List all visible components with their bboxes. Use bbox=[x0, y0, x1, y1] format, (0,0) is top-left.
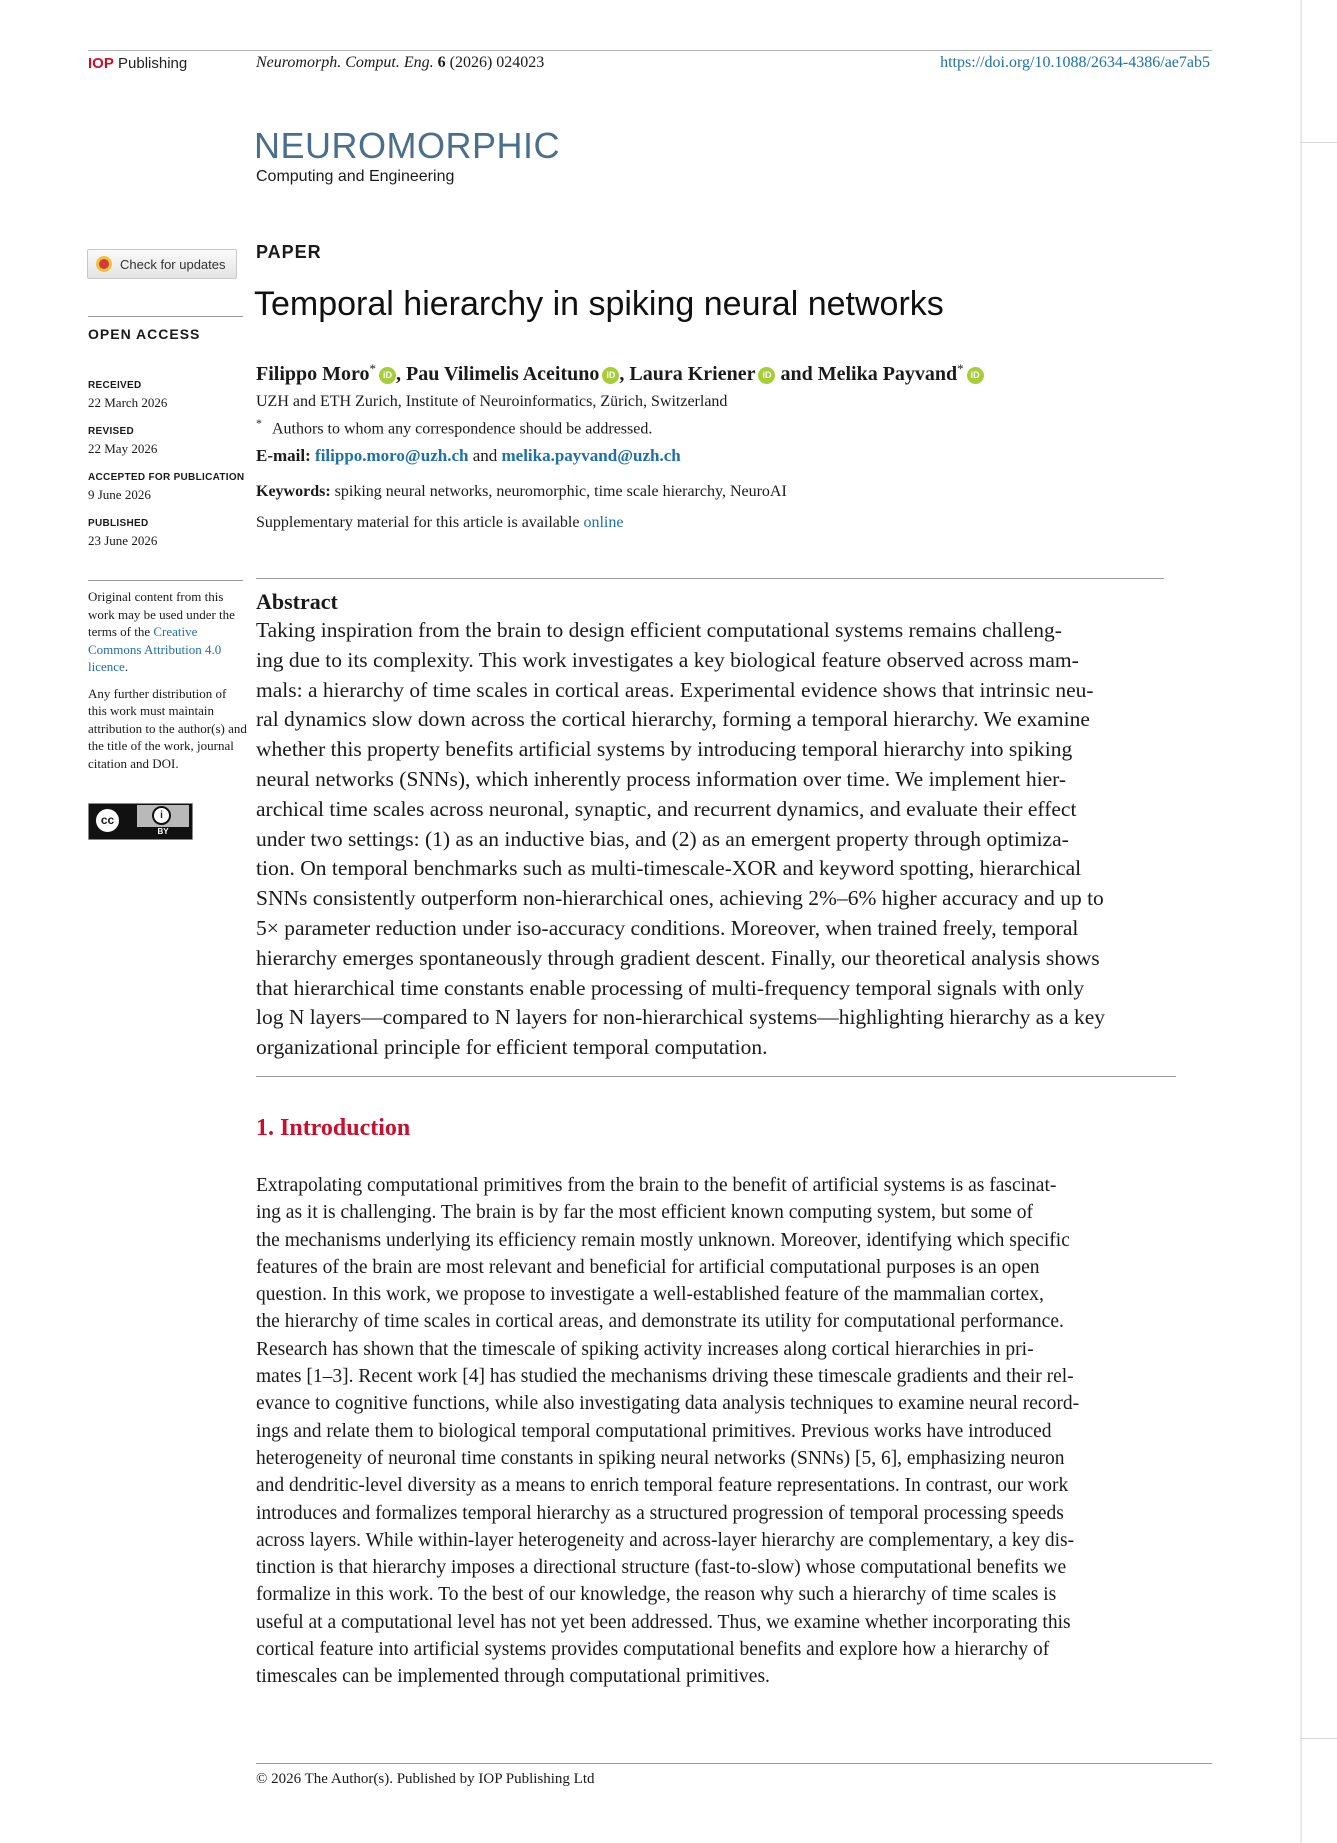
affiliation: UZH and ETH Zurich, Institute of Neuroinformatics, Zürich, Switzerland bbox=[256, 393, 728, 410]
journal-logo-main: NEUROMORPHIC bbox=[254, 125, 561, 166]
cc-by-badge-icon[interactable] bbox=[88, 803, 193, 840]
introduction-line: useful at a computational level has not yet been addressed. Thus, we examine whether incorporating this bbox=[256, 1611, 1071, 1633]
abstract-line: log N layers—compared to N layers for non-hierarchical systems—highlighting hierarchy as a key bbox=[256, 1005, 1105, 1030]
publisher-word: Publishing bbox=[118, 55, 188, 72]
introduction-line: evance to cognitive functions, while also investigating data analysis techniques to examine neural record- bbox=[256, 1393, 1080, 1415]
crossmark-icon bbox=[96, 256, 112, 272]
supplementary-link[interactable]: online bbox=[583, 514, 624, 531]
date-value-received: 22 March 2026 bbox=[88, 395, 168, 410]
article-title: Temporal hierarchy in spiking neural networks bbox=[254, 285, 944, 323]
journal-name: Neuromorph. Comput. Eng. bbox=[256, 54, 434, 71]
introduction-line: across layers. While within-layer heterogeneity and across-layer hierarchy are complementary, a key dis- bbox=[256, 1529, 1075, 1551]
cc-attribution-area bbox=[137, 805, 189, 827]
introduction-line: ing as it is challenging. The brain is by far the most efficient known computing system, but some of bbox=[256, 1202, 1033, 1224]
check-for-updates-label: Check for updates bbox=[120, 256, 226, 272]
abstract-body bbox=[256, 616, 1212, 1063]
supplementary-line: Supplementary material for this article is available online bbox=[256, 514, 624, 531]
abstract-line: that hierarchical time constants enable processing of multi-frequency temporal signals with only bbox=[256, 975, 1085, 1000]
date-label-revised: REVISED bbox=[88, 426, 135, 437]
introduction-line: and dendritic-level diversity as a means to enrich temporal feature representations. In contrast, our work bbox=[256, 1475, 1069, 1497]
journal-year-issue: (2026) 024023 bbox=[449, 54, 545, 71]
orcid-icon[interactable]: iD bbox=[758, 367, 775, 384]
publisher-logo bbox=[88, 55, 187, 72]
date-label-received: RECEIVED bbox=[88, 380, 142, 391]
introduction-line: features of the brain are most relevant and beneficial for artificial computational purposes is an open bbox=[256, 1256, 1040, 1278]
date-label-accepted: ACCEPTED FOR PUBLICATION bbox=[88, 472, 245, 483]
introduction-line: the hierarchy of time scales in cortical areas, and demonstrate its utility for computational performance. bbox=[256, 1311, 1064, 1333]
orcid-icon[interactable]: iD bbox=[602, 367, 619, 384]
attribution-paragraph: Any further distribution of this work must maintain attribution to the author(s) and the title of the work, journal citation and DOI. bbox=[88, 685, 247, 771]
sidebar-rule bbox=[88, 580, 243, 581]
abstract-heading: Abstract bbox=[256, 589, 338, 614]
author-separator: and bbox=[775, 363, 818, 385]
abstract-line: archical time scales across neuronal, synaptic, and recurrent dynamics, and evaluate their effect bbox=[256, 796, 1077, 821]
open-access-label: OPEN ACCESS bbox=[88, 326, 201, 342]
footer-rule bbox=[256, 1763, 1212, 1764]
cc-licence-link[interactable]: Creative Commons Attribution 4.0 licence bbox=[88, 624, 222, 674]
author-name[interactable]: Melika Payvand bbox=[817, 363, 958, 385]
abstract-line: Taking inspiration from the brain to design efficient computational systems remains challeng- bbox=[256, 618, 1062, 642]
journal-logo-sub: Computing and Engineering bbox=[256, 168, 455, 185]
introduction-line: Extrapolating computational primitives from the brain to the benefit of artificial systems is as fascinat- bbox=[256, 1175, 1057, 1196]
introduction-line: timescales can be implemented through computational primitives. bbox=[256, 1666, 770, 1688]
page-edge-tick bbox=[1300, 1738, 1337, 1739]
doi-link[interactable]: https://doi.org/10.1088/2634-4386/ae7ab5 bbox=[940, 54, 1210, 71]
keywords-line bbox=[256, 483, 787, 501]
introduction-line: formalize in this work. To the best of our knowledge, the reason why such a hierarchy of time scales is bbox=[256, 1584, 1057, 1606]
cc-icon: cc bbox=[94, 807, 121, 834]
abstract-top-rule bbox=[256, 578, 1164, 579]
date-value-published: 23 June 2026 bbox=[88, 533, 158, 548]
author-name[interactable]: Laura Kriener bbox=[629, 363, 756, 385]
introduction-line: question. In this work, we propose to investigate a well-established feature of the mammalian cortex, bbox=[256, 1284, 1044, 1306]
journal-volume: 6 bbox=[437, 54, 446, 71]
author-name[interactable]: Filippo Moro bbox=[256, 363, 370, 385]
abstract-line: tion. On temporal benchmarks such as multi-timescale-XOR and keyword spotting, hierarchical bbox=[256, 856, 1082, 881]
introduction-body bbox=[256, 1172, 1212, 1691]
license-notice bbox=[88, 588, 248, 781]
keywords-label: Keywords: bbox=[256, 483, 331, 500]
orcid-icon[interactable]: iD bbox=[379, 367, 396, 384]
abstract-line: hierarchy emerges spontaneously through gradient descent. Finally, our theoretical analysis shows bbox=[256, 945, 1100, 970]
section-heading-introduction: 1. Introduction bbox=[256, 1115, 411, 1141]
introduction-line: heterogeneity of neuronal time constants in spiking neural networks (SNNs) [5, 6], emphasizing neuron bbox=[256, 1447, 1065, 1469]
corresponding-mark: * bbox=[957, 361, 964, 376]
abstract-line: SNNs consistently outperform non-hierarchical ones, achieving 2%–6% higher accuracy and up to bbox=[256, 886, 1104, 911]
introduction-line: Research has shown that the timescale of spiking activity increases along cortical hierarchies in pri- bbox=[256, 1338, 1034, 1360]
date-label-published: PUBLISHED bbox=[88, 518, 149, 529]
abstract-bottom-rule bbox=[256, 1076, 1176, 1077]
abstract-line: ral dynamics slow down across the cortical hierarchy, forming a temporal hierarchy. We examine bbox=[256, 707, 1090, 732]
author-separator: , bbox=[396, 363, 407, 385]
email-link-moro[interactable]: filippo.moro@uzh.ch bbox=[315, 446, 469, 465]
date-value-accepted: 9 June 2026 bbox=[88, 487, 151, 502]
author-list bbox=[256, 361, 984, 386]
introduction-line: mates [1–3]. Recent work [4] has studied the mechanisms driving these timescale gradients and their rel- bbox=[256, 1366, 1074, 1388]
check-for-updates-button[interactable] bbox=[87, 249, 237, 279]
abstract-line: under two settings: (1) as an inductive bias, and (2) as an emergent property through optimiza- bbox=[256, 826, 1069, 851]
license-paragraph: Original content from this work may be used under the terms of the Creative Commons Attribution 4.0 licence. bbox=[88, 589, 235, 674]
abstract-line: 5× parameter reduction under iso-accuracy conditions. Moreover, when trained freely, temporal bbox=[256, 915, 1079, 940]
corresponding-mark: * bbox=[369, 361, 377, 376]
introduction-line: cortical feature into artificial systems provides computational benefits and explore how a hierarchy of bbox=[256, 1639, 1050, 1661]
abstract-line: whether this property benefits artificial systems by introducing temporal hierarchy into spiking bbox=[256, 737, 1073, 762]
abstract-line: mals: a hierarchy of time scales in cortical areas. Experimental evidence shows that intrinsic neu- bbox=[256, 677, 1094, 702]
keywords-text: spiking neural networks, neuromorphic, time scale hierarchy, NeuroAI bbox=[330, 483, 787, 500]
email-label: E-mail: bbox=[256, 446, 311, 465]
email-link-payvand[interactable]: melika.payvand@uzh.ch bbox=[501, 446, 681, 465]
sidebar-rule bbox=[88, 316, 243, 317]
header-rule bbox=[88, 50, 1212, 51]
page-edge-tick bbox=[1300, 142, 1337, 143]
abstract-line: neural networks (SNNs), which inherently process information over time. We implement hier- bbox=[256, 766, 1067, 791]
introduction-line: introduces and formalizes temporal hierarchy as a structured progression of temporal processing speeds bbox=[256, 1502, 1064, 1524]
date-value-revised: 22 May 2026 bbox=[88, 441, 158, 456]
email-line: E-mail: filippo.moro@uzh.ch and melika.payvand@uzh.ch bbox=[256, 446, 681, 465]
author-separator: , bbox=[619, 363, 630, 385]
introduction-line: ings and relate them to biological temporal computational primitives. Previous works have introduced bbox=[256, 1420, 1052, 1442]
abstract-line: ing due to its complexity. This work investigates a key biological feature observed across mam- bbox=[256, 647, 1079, 672]
journal-citation bbox=[256, 54, 544, 72]
introduction-line: the mechanisms underlying its efficiency remain mostly unknown. Moreover, identifying which specific bbox=[256, 1229, 1070, 1251]
article-type: PAPER bbox=[256, 242, 322, 262]
person-icon: i bbox=[152, 806, 171, 825]
introduction-line: tinction is that hierarchy imposes a directional structure (fast-to-slow) whose computational benefits we bbox=[256, 1557, 1067, 1579]
page-edge bbox=[1300, 0, 1302, 1843]
abstract-line: organizational principle for efficient temporal computation. bbox=[256, 1035, 768, 1060]
cc-by-label: BY bbox=[157, 827, 169, 836]
correspondence-note: * Authors to whom any correspondence should be addressed. bbox=[256, 416, 653, 438]
author-name[interactable]: Pau Vilimelis Aceituno bbox=[406, 363, 600, 385]
publisher-brand: IOP bbox=[88, 55, 114, 72]
copyright-footer: © 2026 The Author(s). Published by IOP Publishing Ltd bbox=[256, 1771, 595, 1787]
orcid-icon[interactable]: iD bbox=[967, 367, 984, 384]
